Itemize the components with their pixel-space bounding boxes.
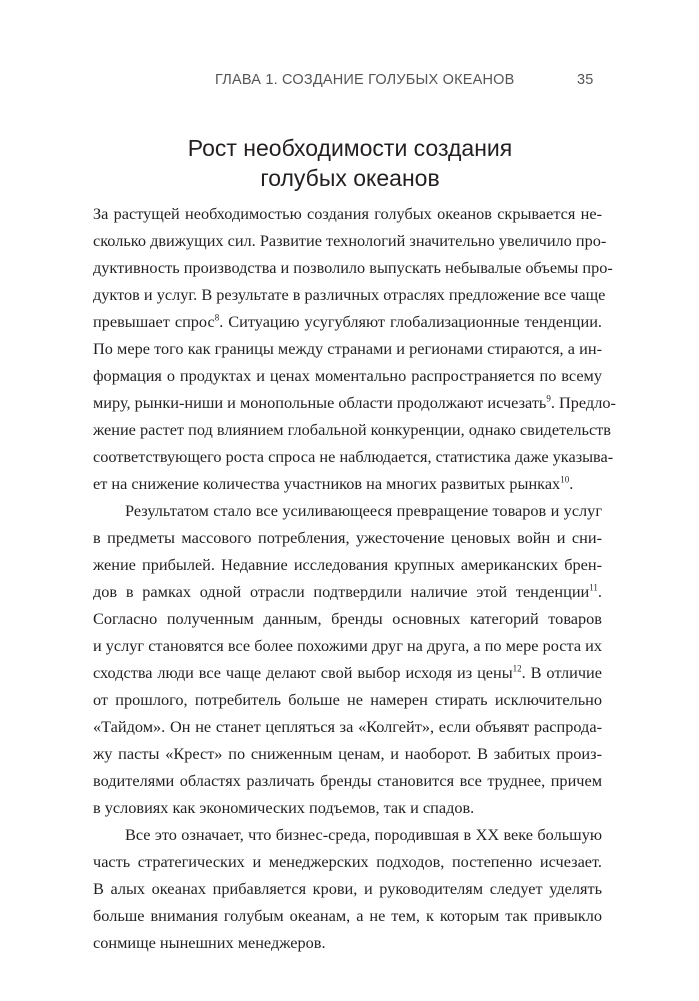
text-line: жу пасты «Крест» по сниженным ценам, и наоборот. В забитых произ- xyxy=(93,744,602,763)
text-line: в предметы массового потребления, ужесточение ценовых войн и сни- xyxy=(93,528,602,547)
paragraph xyxy=(93,497,602,821)
text-segment: дов в рамках одной отрасли подтвердили наличие этой тенденции xyxy=(93,582,590,601)
text-line: Все это означает, что бизнес-среда, породившая в XX веке большую xyxy=(125,825,602,844)
footnote-marker[interactable]: 9 xyxy=(546,393,551,404)
text-line: и услуг становятся все более похожими друг на друга, а по мере роста их xyxy=(93,636,602,655)
text-line xyxy=(93,389,616,416)
text-line: дуктивность производства и позволило выпускать небывалые объемы про- xyxy=(93,258,613,277)
text-line: «Тайдом». Он не станет цепляться за «Колгейт», если объявят распрода- xyxy=(93,717,602,736)
text-line: сонмище нынешних менеджеров. xyxy=(93,933,326,952)
section-heading xyxy=(100,133,600,193)
text-line: жение растет под влиянием глобальной конкуренции, однако свидетельств xyxy=(93,420,611,439)
footnote-marker[interactable]: 12 xyxy=(512,663,522,674)
text-line: от прошлого, потребитель больше не намерен стирать исключительно xyxy=(93,690,602,709)
text-segment: сходства люди все чаще делают свой выбор исходя из цены xyxy=(93,663,513,682)
footnote-marker[interactable]: 8 xyxy=(214,312,220,323)
text-segment: . xyxy=(597,582,602,601)
text-line xyxy=(93,470,602,497)
page-number: 35 xyxy=(577,72,594,88)
text-line: За растущей необходимостью создания голубых океанов скрывается не- xyxy=(93,204,602,223)
text-line: соответствующего роста спроса не наблюдается, статистика даже указыва- xyxy=(93,447,614,466)
text-segment: . xyxy=(569,474,574,493)
paragraph xyxy=(93,200,616,497)
text-segment: . Ситуацию усугубляют глобализационные тенденции. xyxy=(219,312,602,331)
text-line xyxy=(93,308,602,335)
text-segment: ет на снижение количества участников на многих развитых рынках xyxy=(93,474,561,493)
text-segment: . В отличие xyxy=(521,663,602,682)
text-segment: миру, рынки-ниши и монопольные области продолжают исчезать xyxy=(93,393,547,412)
text-line: жение прибылей. Недавние исследования крупных американских брен- xyxy=(93,555,602,574)
text-line: больше внимания голубым океанам, а не тем, к которым так привыкло xyxy=(93,906,602,925)
paragraph xyxy=(93,821,602,956)
text-line: Результатом стало все усиливающееся превращение товаров и услуг xyxy=(125,501,602,520)
text-line: По мере того как границы между странами и регионами стираются, а ин- xyxy=(93,339,602,358)
text-segment: превышает спрос xyxy=(93,312,215,331)
section-heading-line-1: Рост необходимости создания xyxy=(187,135,513,161)
section-heading-line-2: голубых океанов xyxy=(260,165,440,191)
text-line: Согласно полученным данным, бренды основных категорий товаров xyxy=(93,609,602,628)
text-line xyxy=(93,659,602,686)
text-line: в условиях как экономических подъемов, так и спадов. xyxy=(93,798,475,817)
text-line: формация о продуктах и ценах моментально распространяется по всему xyxy=(93,366,602,385)
text-line: сколько движущих сил. Развитие технологий значительно увеличило про- xyxy=(93,231,607,250)
text-line xyxy=(93,578,602,605)
text-line: В алых океанах прибавляется крови, и руководителям следует уделять xyxy=(93,879,602,898)
body-text xyxy=(93,200,616,956)
text-line: часть стратегических и менеджерских подходов, постепенно исчезает. xyxy=(93,852,602,871)
running-header xyxy=(0,72,699,92)
chapter-title: ГЛАВА 1. СОЗДАНИЕ ГОЛУБЫХ ОКЕАНОВ xyxy=(215,72,515,88)
text-segment: . Предло- xyxy=(550,393,616,412)
text-line: дуктов и услуг. В результате в различных отраслях предложение все чаще xyxy=(93,285,606,304)
text-line: водителями областях различать бренды становится все труднее, причем xyxy=(93,771,602,790)
footnote-marker[interactable]: 10 xyxy=(560,474,570,485)
footnote-marker[interactable]: 11 xyxy=(589,582,598,593)
